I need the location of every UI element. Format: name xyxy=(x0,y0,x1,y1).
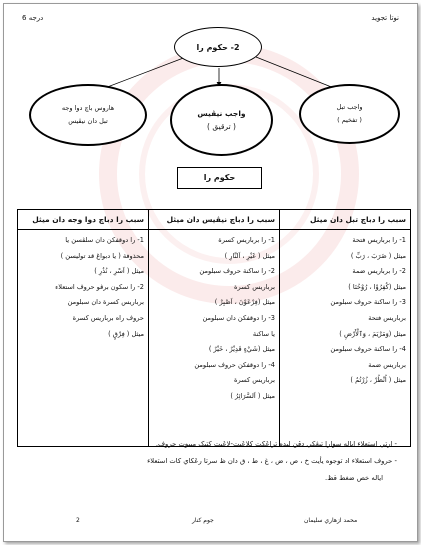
table-row xyxy=(18,230,411,447)
list-item: ميثل ( غَيْرِ ، اَلنَّارِ ) xyxy=(224,251,275,260)
list-item: 1- را برباريس فتحة xyxy=(352,236,406,244)
main-topic-label: 2- حکوم را xyxy=(196,42,240,52)
list-item: برباريس کسرة xyxy=(234,282,275,291)
ellipse-two-ways xyxy=(29,84,147,146)
header-tarqiq: سبب را دباچ نيڤيس دان ميثل xyxy=(149,210,280,230)
list-item: ميثل ( فِرْقٍ ) xyxy=(108,329,144,338)
header-title: نوتا تجويد xyxy=(371,14,399,22)
ellipse-tarqiq-line1: واجب نيڤيس xyxy=(197,109,246,118)
footer-page-number: 2 xyxy=(76,517,80,524)
document-page xyxy=(3,3,418,542)
list-item: ميثل ( اُنْظُرْ ، زُرْتُمُ ) xyxy=(350,376,406,385)
ellipse-two-ways-line2: تبل دان نيڤيس xyxy=(68,117,108,125)
list-item: حروف راه برباريس کسرة xyxy=(72,313,144,322)
list-item: ميثل (شَيْءٍ قَدِيْرٌ ، خَيْرٌ ) xyxy=(208,345,275,354)
rules-table xyxy=(17,209,411,447)
list-item: ميثل (وَمَرْيَمَ ، وَٱلْأَرْضِ ) xyxy=(339,329,406,338)
table-header-row xyxy=(18,210,411,230)
column-tafkhim xyxy=(280,230,411,447)
ellipse-tafkhim-line1: واجب تبل xyxy=(336,103,363,111)
list-item: 1- را برباريس کسرة xyxy=(218,236,275,244)
list-item: 4- را دوقفکن حروف سبلومن xyxy=(194,360,275,369)
note-line: اياله خص ضغط قظ. xyxy=(325,474,383,482)
section-title: حکوم را xyxy=(177,167,262,189)
list-item: ميثل ( اَلسَّرَائِرُ ) xyxy=(230,391,275,400)
list-item: 3- را ساکنة حروف سبلومن xyxy=(330,298,406,307)
main-topic-bubble xyxy=(174,27,262,67)
column-tarqiq xyxy=(149,230,280,447)
ellipse-tafkhim xyxy=(299,84,400,144)
list-item: ميثل (كُفِرُوْا ، رُوْحُنَا ) xyxy=(348,282,406,291)
list-item: 2- را سکون برڤو حروف استعلاء xyxy=(55,282,144,291)
header-tafkhim: سبب را دباچ تبل دان ميثل xyxy=(280,210,411,230)
notes-section xyxy=(22,436,397,487)
list-item: برباريس فتحة xyxy=(368,313,406,322)
list-item: برباريس ضمة xyxy=(368,360,406,369)
list-item: 4- را ساکنة حروف سبلومن xyxy=(330,345,406,354)
list-item: 3- را دوقفکن دان سبلومن xyxy=(202,313,275,322)
list-item: محذوفة ( يا دبواڠ قد توليسن ) xyxy=(60,251,144,260)
list-item: ميثل ( ضَرَبَ ، رَبِّ ) xyxy=(350,251,406,260)
footer-author: محمد ازهاري سليمان xyxy=(304,517,358,524)
ellipse-tafkhim-line2: ( تفخيم ) xyxy=(337,116,362,124)
column-two-ways xyxy=(18,230,149,447)
header-grade: درجه 6 xyxy=(22,14,44,22)
note-line: - حروف استعلاء اد توجوه يأيت خ ، ص ، ض ، غ ، ط ، ق دان ظ سرتا رڠکاي کات استعلاء xyxy=(147,457,397,465)
footer-center: جوم کنار xyxy=(192,517,214,524)
list-item: ميثل ( اَسْرِ ، نُذُرِ ) xyxy=(94,267,144,276)
list-item: برباريس کسرة xyxy=(234,376,275,385)
ellipse-two-ways-line1: هاروس باچ دوا وجه xyxy=(61,104,115,112)
ellipse-tarqiq-line2: ( ترقيق ) xyxy=(207,122,236,131)
list-item: 2- را ساکنة حروف سبلومن xyxy=(199,267,275,276)
header-two-ways: سبب را دباچ دوا وجه دان ميثل xyxy=(18,210,149,230)
list-item: ميثل (فِرْعَوْنَ ، اَصْبِرْ ) xyxy=(214,298,275,307)
ellipse-tarqiq xyxy=(170,84,273,156)
list-item: 1- را دوقفکن دان سلڤسن يا xyxy=(65,236,144,244)
list-item: يا ساکنة xyxy=(252,329,275,338)
note-line: - ارتي استعلاء اياله سوارا تيڠکي دڤن ليده تراڠکت کلاڠيت-لاڠيت کتيک مبيوت حروف. xyxy=(155,440,397,448)
list-item: 2- را برباريس ضمة xyxy=(352,267,406,276)
list-item: برباريس کسرة دان سبلومن xyxy=(67,298,144,307)
